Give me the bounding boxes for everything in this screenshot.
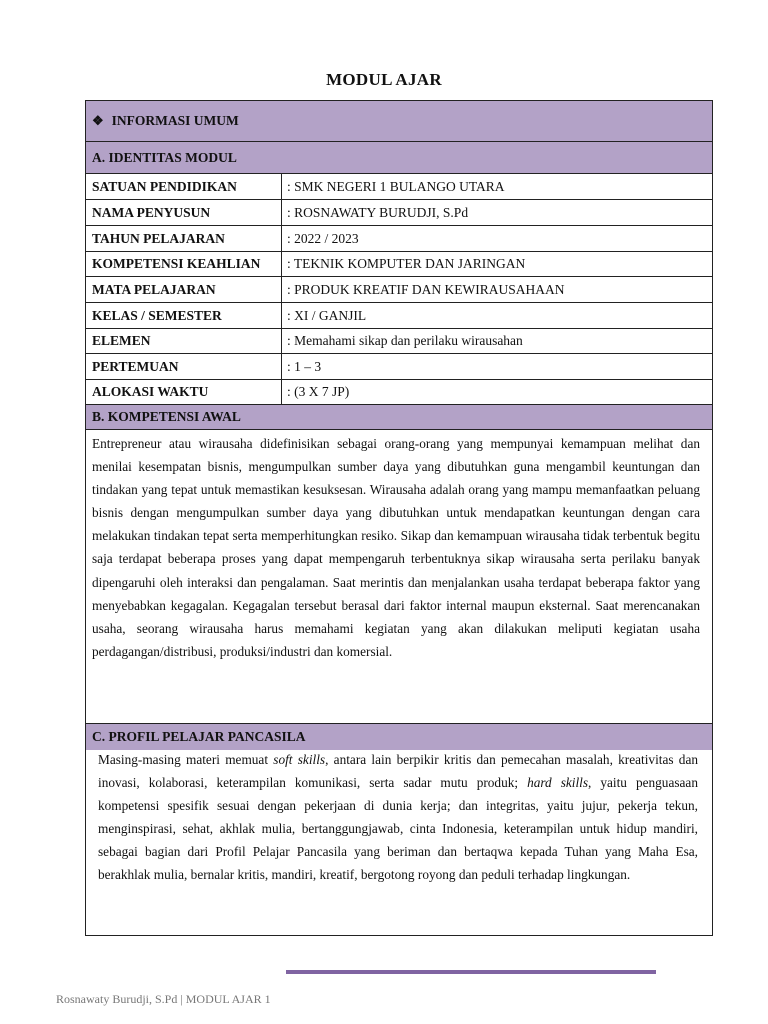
- document-title: MODUL AJAR: [326, 70, 442, 89]
- identity-value: : Memahami sikap dan perilaku wirausahan: [287, 333, 523, 348]
- profil-pancasila-label: C. PROFIL PELAJAR PANCASILA: [92, 729, 306, 744]
- kompetensi-awal-text: Entrepreneur atau wirausaha didefinisikan sebagai orang-orang yang mempunyai kemampuan melihat dan menilai kesempatan bisnis, mengumpulkan sumber daya yang dibutuhkan guna mengambil keuntungan dan tindakan yang tepat untuk memastikan kesuksesan. Wirausaha adalah orang yang mampu memanfaatkan peluang bisnis dengan mengumpulkan sumber daya yang dibutuhkan untuk mendapatkan keuntungan dengan cara melakukan tindakan tepat serta memperhitungkan resiko. Sikap dan kemampuan wirausaha tidak terbentuk begitu saja terdapat beberapa proses yang dapat mempengaruh terbentuknya sikap wirausaha serta perilaku banyak dipengaruhi oleh interaksi dan pengalaman. Saat merintis dan menjalankan usaha terdapat beberapa faktor yang menyebabkan kegagalan. Kegagalan tersebut berasal dari faktor internal maupun eksternal. Saat merencanakan usaha, seorang wirausaha harus memahami kegiatan yang akan dilakukan meliputi kegiatan usaha perdagangan/distribusi, produksi/industri dan komersial.: [92, 436, 700, 659]
- info-umum-label: INFORMASI UMUM: [111, 113, 239, 128]
- identity-row: [86, 226, 712, 252]
- page-footer: Rosnawaty Burudji, S.Pd | MODUL AJAR 1: [56, 992, 271, 1006]
- identity-key: ELEMEN: [86, 329, 282, 353]
- identity-value: : 1 – 3: [287, 358, 322, 374]
- identity-value: : ROSNAWATY BURUDJI, S.Pd: [287, 204, 469, 220]
- profil-text-part: Masing-masing materi memuat: [98, 752, 274, 767]
- identity-value: : SMK NEGERI 1 BULANGO UTARA: [287, 178, 505, 194]
- identitas-modul-label: A. IDENTITAS MODUL: [92, 149, 237, 165]
- identity-key: KELAS / SEMESTER: [86, 303, 282, 328]
- identitas-modul-header: [86, 142, 712, 174]
- identity-row: [86, 329, 712, 354]
- identity-value: : TEKNIK KOMPUTER DAN JARINGAN: [287, 256, 526, 271]
- identity-key: NAMA PENYUSUN: [86, 200, 282, 225]
- profil-pancasila-section: [86, 748, 712, 935]
- profil-text-part: , antara lain berpikir kritis dan pemecahan masalah, kreativitas dan inovasi, kolaborasi, keterampilan komunikasi, serta sadar mutu produk;: [98, 752, 698, 791]
- identity-key: PERTEMUAN: [86, 354, 282, 379]
- footer-divider: [286, 970, 656, 974]
- identity-key: KOMPETENSI KEAHLIAN: [86, 252, 282, 276]
- identity-value: : XI / GANJIL: [287, 307, 367, 323]
- identity-value: : PRODUK KREATIF DAN KEWIRAUSAHAAN: [287, 281, 565, 297]
- identity-key: TAHUN PELAJARAN: [86, 226, 282, 251]
- identity-key: SATUAN PENDIDIKAN: [86, 174, 282, 199]
- identity-row: [86, 252, 712, 277]
- hard-skills-term: hard skills: [527, 775, 589, 791]
- identity-row: [86, 174, 712, 200]
- module-table: [85, 100, 713, 936]
- identity-key: MATA PELAJARAN: [86, 277, 282, 302]
- identity-value: : 2022 / 2023: [287, 230, 359, 246]
- profil-pancasila-text: [86, 748, 712, 887]
- info-umum-header: [86, 101, 712, 142]
- identity-value: : (3 X 7 JP): [287, 384, 350, 399]
- identity-row: [86, 303, 712, 329]
- identity-row: [86, 354, 712, 380]
- identity-row: [86, 380, 712, 405]
- kompetensi-awal-label: B. KOMPETENSI AWAL: [92, 409, 241, 424]
- identity-row: [86, 200, 712, 226]
- soft-skills-term: soft skills: [273, 752, 326, 767]
- profil-text-part: , yaitu penguasaan kompetensi spesifik sesuai dengan pekerjaan di dunia kerja; dan integritas, yaitu jujur, pekerja tekun, menginspirasi, sehat, akhlak mulia, bertanggungjawab, cinta Indonesia, keterampilan untuk hidup mandiri, sebagai bagian dari Profil Pelajar Pancasila yang beriman dan bertaqwa kepada Tuhan yang Maha Esa, berakhlak mulia, bernalar kritis, mandiri, kreatif, bergotong royong dan peduli terhadap lingkungan.: [98, 775, 698, 883]
- kompetensi-awal-section: [86, 430, 712, 724]
- identity-row: [86, 277, 712, 303]
- identity-key: ALOKASI WAKTU: [86, 380, 282, 404]
- profil-pancasila-header: [86, 724, 712, 750]
- diamond-bullet-icon: ❖: [92, 113, 104, 128]
- kompetensi-awal-header: [86, 405, 712, 430]
